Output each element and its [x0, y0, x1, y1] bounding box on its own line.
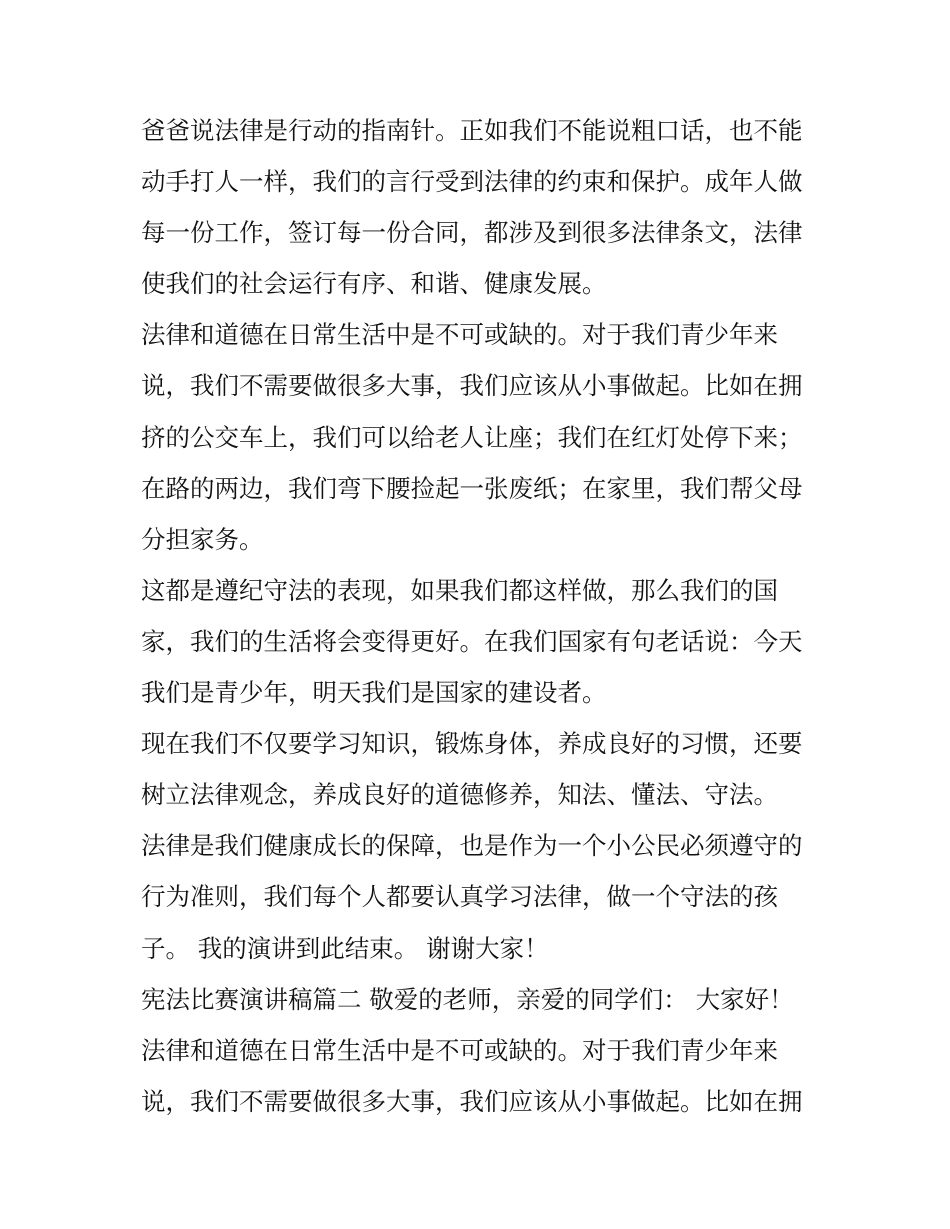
text-line: 我们是青少年，明天我们是国家的建设者。 [141, 678, 607, 708]
text-line: 法律是我们健康成长的保障，也是作为一个小公民必须遵守的 [141, 831, 803, 861]
text-line: 使我们的社会运行有序、和谐、健康发展。 [141, 269, 607, 299]
text-line: 行为准则，我们每个人都要认真学习法律，做一个守法的孩 [141, 882, 778, 912]
text-line: 说，我们不需要做很多大事，我们应该从小事做起。比如在拥 [141, 371, 803, 401]
text-line: 家，我们的生活将会变得更好。在我们国家有句老话说：今天 [141, 626, 803, 656]
text-line: 说，我们不需要做很多大事，我们应该从小事做起。比如在拥 [141, 1086, 803, 1116]
text-line: 树立法律观念，养成良好的道德修养，知法、懂法、守法。 [141, 780, 778, 810]
text-line: 现在我们不仅要学习知识，锻炼身体，养成良好的习惯，还要 [141, 729, 803, 759]
text-line: 这都是遵纪守法的表现，如果我们都这样做，那么我们的国 [141, 575, 778, 605]
text-line: 在路的两边，我们弯下腰捡起一张废纸；在家里，我们帮父母 [141, 473, 803, 503]
text-line: 每一份工作，签订每一份合同，都涉及到很多法律条文，法律 [141, 218, 803, 248]
text-line: 分担家务。 [141, 524, 264, 554]
document-body [141, 105, 821, 1127]
text-line: 子。 我的演讲到此结束。 谢谢大家！ [141, 933, 549, 963]
text-line: 宪法比赛演讲稿篇二 敬爱的老师，亲爱的同学们： 大家好！ [141, 984, 794, 1014]
text-line: 挤的公交车上，我们可以给老人让座；我们在红灯处停下来； [141, 422, 803, 452]
text-line: 爸爸说法律是行动的指南针。正如我们不能说粗口话，也不能 [141, 116, 803, 145]
text-line: 法律和道德在日常生活中是不可或缺的。对于我们青少年来 [141, 320, 778, 350]
text-line: 动手打人一样，我们的言行受到法律的约束和保护。成年人做 [141, 167, 803, 197]
text-line: 法律和道德在日常生活中是不可或缺的。对于我们青少年来 [141, 1035, 778, 1065]
